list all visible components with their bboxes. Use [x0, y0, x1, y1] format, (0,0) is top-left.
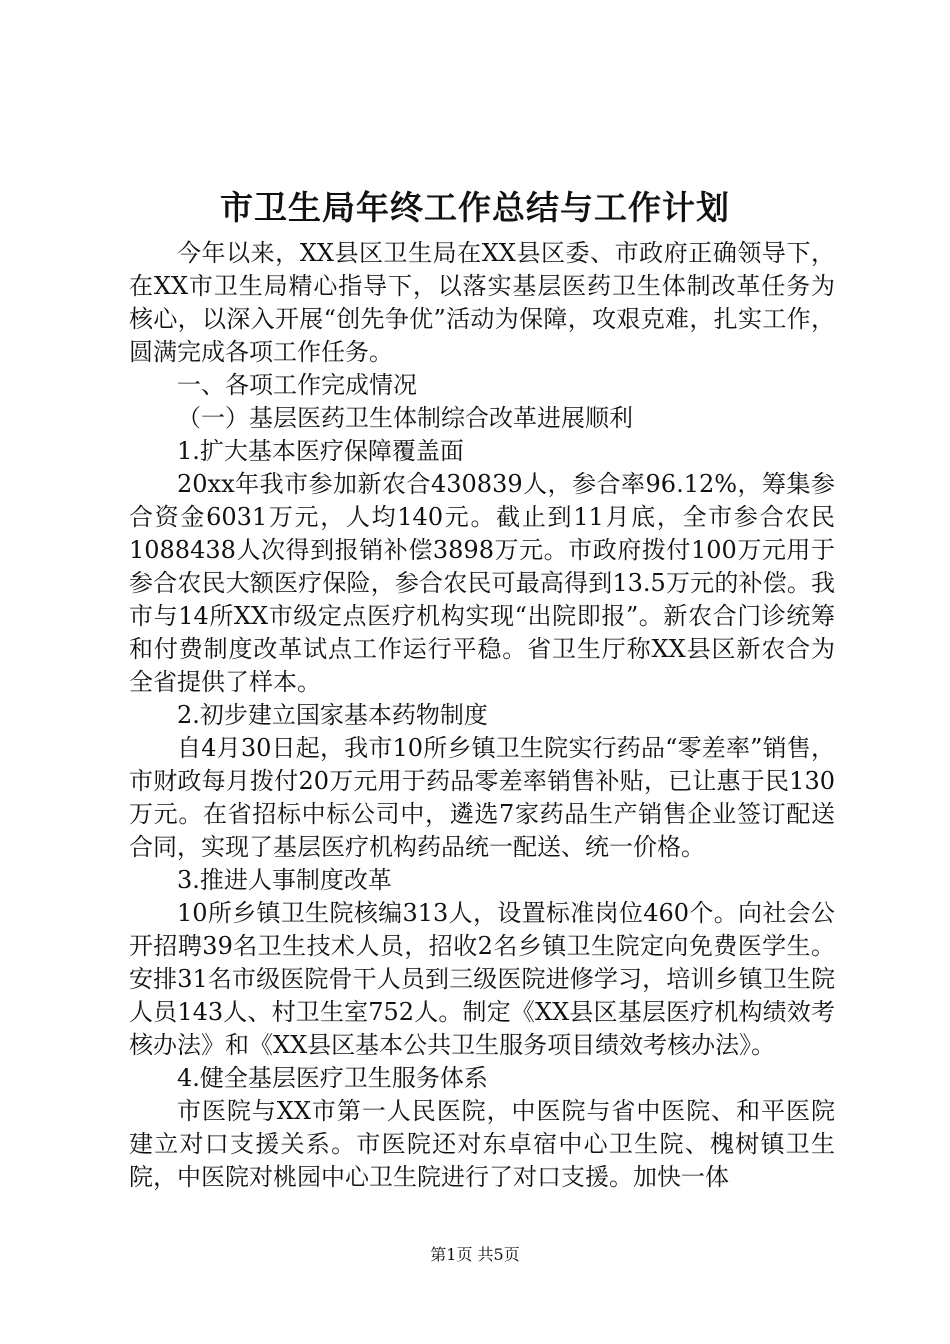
item-paragraph-1: 20xx年我市参加新农合430839人，参合率96.12%，筹集参合资金6031万元，人均140元。截止到11月底，全市参合农民1088438人次得到报销补偿3898万元。市政府拨付100万元用于参合农民大额医疗保险，参合农民可最高得到13.5万元的补偿。我市与14所XX市级定点医疗机构实现“出院即报”。新农合门诊统筹和付费制度改革试点工作运行平稳。省卫生厅称XX县区新农合为全省提供了样本。	[129, 470, 835, 696]
section-heading-1: 一、各项工作完成情况	[177, 371, 417, 399]
item-heading-1: 1.扩大基本医疗保障覆盖面	[177, 437, 464, 465]
document-body	[129, 237, 835, 1194]
page-footer: 第1页 共5页	[430, 1245, 520, 1264]
item-paragraph-3: 10所乡镇卫生院核编313人，设置标准岗位460个。向社会公开招聘39名卫生技术人员，招收2名乡镇卫生院定向免费医学生。安排31名市级医院骨干人员到三级医院进修学习，培训乡镇卫生院人员143人、村卫生室752人。制定《XX县区基层医疗机构绩效考核办法》和《XX县区基本公共卫生服务项目绩效考核办法》。	[129, 899, 835, 1059]
item-paragraph-2: 自4月30日起，我市10所乡镇卫生院实行药品“零差率”销售，市财政每月拨付20万元用于药品零差率销售补贴，已让惠于民130万元。在省招标中标公司中，遴选7家药品生产销售企业签订配送合同，实现了基层医疗机构药品统一配送、统一价格。	[129, 734, 835, 861]
document-title: 市卫生局年终工作总结与工作计划	[220, 188, 730, 227]
item-heading-2: 2.初步建立国家基本药物制度	[177, 701, 488, 729]
intro-paragraph: 今年以来，XX县区卫生局在XX县区委、市政府正确领导下，在XX市卫生局精心指导下，以落实基层医药卫生体制改革任务为核心，以深入开展“创先争优”活动为保障，攻艰克难，扎实工作，圆满完成各项工作任务。	[129, 239, 835, 366]
subsection-heading-1: （一）基层医药卫生体制综合改革进展顺利	[177, 404, 633, 432]
item-paragraph-4: 市医院与XX市第一人民医院，中医院与省中医院、和平医院建立对口支援关系。市医院还对东卓宿中心卫生院、槐树镇卫生院，中医院对桃园中心卫生院进行了对口支援。加快一体	[129, 1097, 835, 1191]
item-heading-4: 4.健全基层医疗卫生服务体系	[177, 1064, 488, 1092]
item-heading-3: 3.推进人事制度改革	[177, 866, 392, 894]
